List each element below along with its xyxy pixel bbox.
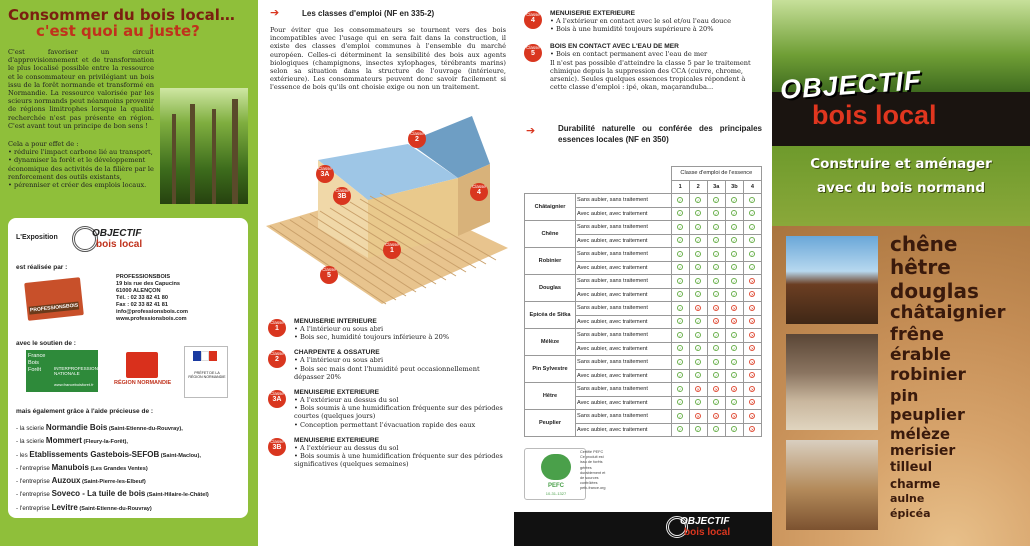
suitable-icon: ✓ — [714, 251, 718, 257]
treatment-label: Avec aubier, avec traitement — [576, 234, 672, 248]
treatment-label: Avec aubier, avec traitement — [576, 423, 672, 437]
logo-objectif: OBJECTIF — [92, 228, 142, 239]
forest-photo — [160, 88, 248, 204]
treatment-label: Avec aubier, avec traitement — [576, 342, 672, 356]
suitable-icon: ✓ — [732, 278, 737, 284]
table-row — [525, 194, 762, 208]
class-line: • Bois soumis à une humidification fréquente sur des périodes courtes (quelques jours) — [294, 404, 503, 421]
class-line: • Bois sec mais dont l'humidité peut occasionnellement dépasser 20% — [294, 364, 480, 381]
class-line: • Bois soumis à une humidification fréquente sur des périodes significatives (quelques semaines) — [294, 452, 503, 469]
essence-name: érable — [890, 345, 951, 365]
suitable-icon: ✓ — [714, 346, 718, 352]
suitable-icon: ✓ — [678, 386, 682, 392]
footer-band — [514, 512, 772, 546]
suitable-icon: ✓ — [678, 305, 682, 311]
footer-logo-objectif: OBJECTIF — [680, 516, 730, 527]
aide-item: - l'entreprise Manubois (Les Grandes Ventes) — [16, 462, 148, 472]
panel-classes-emploi — [258, 0, 514, 546]
unsuitable-icon: ✕ — [732, 413, 737, 419]
house-class-badge: Classe 1 — [383, 241, 401, 259]
essence-name: pin — [890, 385, 919, 405]
arrow-icon: ➔ — [270, 6, 280, 19]
suitable-icon: ✓ — [732, 238, 737, 244]
treatment-label: Sans aubier, sans traitement — [576, 383, 672, 397]
unsuitable-icon: ✕ — [750, 292, 755, 298]
aide-item: - les Etablissements Gastebois-SEFOB (Saint-Maclou), — [16, 449, 201, 459]
class-title: MENUISERIE EXTERIEURE — [294, 389, 380, 397]
table-header: Classe d'emploi de l'essence — [671, 167, 761, 181]
treatment-label: Sans aubier, sans traitement — [576, 194, 672, 208]
suitable-icon: ✓ — [750, 224, 755, 230]
class-title: MENUISERIE EXTERIEURE — [294, 436, 380, 444]
treatment-label: Sans aubier, sans traitement — [576, 221, 672, 235]
class-list — [524, 10, 764, 101]
suitable-icon: ✓ — [714, 427, 718, 433]
treatment-label: Sans aubier, sans traitement — [576, 248, 672, 262]
essence-name: tilleul — [890, 460, 933, 476]
class-badge: Classe 2 — [268, 350, 286, 368]
normandie-logo — [126, 352, 158, 378]
suitable-icon: ✓ — [714, 373, 718, 379]
unsuitable-icon: ✕ — [750, 278, 755, 284]
suitable-icon: ✓ — [714, 211, 718, 217]
suitable-icon: ✓ — [732, 224, 737, 230]
cover-subtitle-2: avec du bois normand — [816, 180, 986, 196]
class-title: BOIS EN CONTACT AVEC L'EAU DE MER — [550, 43, 679, 51]
house-class-badge: Classe 2 — [408, 130, 426, 148]
suitable-icon: ✓ — [678, 400, 682, 406]
suitable-icon: ✓ — [678, 292, 682, 298]
pefc-text — [580, 450, 610, 492]
species-name: Robinier — [525, 248, 576, 275]
unsuitable-icon: ✕ — [696, 413, 700, 419]
house-class-badge: Classe 4 — [470, 183, 488, 201]
sponsor-region: RÉGION NORMANDIE — [114, 380, 172, 386]
expo-label: L'Exposition — [16, 234, 58, 241]
species-name: Pin Sylvestre — [525, 356, 576, 383]
class-line: • Conception permettant l'évacuation rapide des eaux — [294, 420, 476, 429]
essence-name: chêne — [890, 232, 958, 256]
suitable-icon: ✓ — [696, 400, 700, 406]
treatment-label: Avec aubier, avec traitement — [576, 315, 672, 329]
species-name: Châtaignier — [525, 194, 576, 221]
cover-logo-objectif: OBJECTIF — [779, 65, 923, 105]
suitable-icon: ✓ — [678, 211, 682, 217]
aides-list — [16, 422, 209, 515]
unsuitable-icon: ✕ — [732, 319, 737, 325]
class-entry — [268, 389, 508, 429]
benefit-item: • réduire l'impact carbone lié au transport, — [8, 148, 153, 157]
suitable-icon: ✓ — [678, 238, 682, 244]
suitable-icon: ✓ — [732, 359, 737, 365]
species-name: Hêtre — [525, 383, 576, 410]
footer-logo-bois-local: bois local — [684, 527, 731, 538]
pefc-line: Ce produit est issu de forêts gérées durablement et de sources contrôlées — [580, 455, 606, 486]
column-header: 1 — [671, 180, 689, 194]
suitable-icon: ✓ — [696, 346, 700, 352]
class-badge: Classe 5 — [524, 44, 542, 62]
class-line: • A l'extérieur au dessus du sol — [294, 396, 399, 405]
suitable-icon: ✓ — [732, 265, 737, 271]
class-entry — [524, 43, 764, 91]
essence-name: épicéa — [890, 506, 931, 520]
prefet-logo: PRÉFET DE LA RÉGION NORMANDIE — [184, 346, 228, 398]
essence-name: douglas — [890, 278, 979, 303]
unsuitable-icon: ✕ — [750, 332, 755, 338]
class-badge: Classe 4 — [524, 11, 542, 29]
unsuitable-icon: ✕ — [714, 413, 718, 419]
aide-item: - l'entreprise Soveco - La tuile de bois (Saint-Hilaire-le-Châtel) — [16, 489, 209, 499]
soutien-label: avec le soutien de : — [16, 340, 76, 347]
photo-floor — [786, 440, 878, 530]
suitable-icon: ✓ — [696, 373, 700, 379]
logo-bois-local: bois local — [96, 239, 143, 250]
unsuitable-icon: ✕ — [732, 386, 737, 392]
suitable-icon: ✓ — [696, 265, 700, 271]
suitable-icon: ✓ — [696, 427, 700, 433]
unsuitable-icon: ✕ — [750, 359, 755, 365]
org-name: PROFESSIONSBOIS — [116, 274, 171, 280]
treatment-label: Avec aubier, avec traitement — [576, 396, 672, 410]
essence-name: aulne — [890, 492, 925, 506]
column-header: 3a — [707, 180, 725, 194]
suitable-icon: ✓ — [678, 373, 682, 379]
suitable-icon: ✓ — [750, 197, 755, 203]
unsuitable-icon: ✕ — [750, 305, 755, 311]
house-class-badge: Classe 5 — [320, 266, 338, 284]
treatment-label: Sans aubier, sans traitement — [576, 275, 672, 289]
treatment-label: Sans aubier, sans traitement — [576, 302, 672, 316]
suitable-icon: ✓ — [714, 197, 718, 203]
intro-text: C'est favoriser un circuit d'approvisionnement et de transformation le plus localisé possible entre la ressource et le consommateur en privilégiant un bois issu de la forêt normande et transformé en Normandie. La ressource valorisée par les scieurs normands peut néanmoins provenir de régions limitrophes lorsque la qualité recherchée n'est pas présente en région. C'est avant tout un principe de bon sens ! — [8, 48, 154, 130]
essence-name: mélèze — [890, 424, 951, 443]
table-row — [525, 221, 762, 235]
house-illustration — [258, 108, 514, 306]
pefc-line: pefc-france.org — [580, 486, 606, 491]
unsuitable-icon: ✕ — [750, 413, 755, 419]
suitable-icon: ✓ — [750, 251, 755, 257]
class-line: • A l'intérieur ou sous abri — [294, 325, 384, 333]
intro-text: Pour éviter que les consommateurs se tournent vers des bois incompatibles avec l'usage qui en sera fait dans la construction, il existe des classes d'emploi communes à l'ensemble du marché européen. Celles-ci déterminent la sensibilité des bois aux agents biologiques (champignons, insectes xylophages, térébrants marins) selon sa situation dans la structure de l'ouvrage (intérieure, extérieure). Les consommateurs peuvent donc savoir facilement si l'essence de bois qu'ils ont choisie exige ou non un traitement. — [270, 26, 506, 92]
org-line: Fax : 02 33 82 41 81 — [116, 302, 168, 308]
class-entry — [268, 318, 508, 341]
class-title: MENUISERIE INTERIEURE — [294, 318, 377, 325]
arrow-icon: ➔ — [526, 124, 536, 137]
treatment-label: Sans aubier, sans traitement — [576, 329, 672, 343]
panel-title: Consommer du bois local… — [8, 6, 235, 24]
cover-subtitle-1: Construire et aménager — [810, 156, 992, 172]
panel-local-wood — [0, 0, 258, 546]
aide-item: - la scierie Mommert (Fleury-la-Forêt), — [16, 436, 128, 446]
suitable-icon: ✓ — [732, 373, 737, 379]
class-line: • Bois sec, humidité toujours inférieure à 20% — [294, 333, 450, 342]
suitable-icon: ✓ — [678, 197, 682, 203]
species-name: Douglas — [525, 275, 576, 302]
suitable-icon: ✓ — [732, 346, 737, 352]
aide-label: mais également grâce à l'aide précieuse de : — [16, 408, 154, 415]
treatment-label: Avec aubier, avec traitement — [576, 369, 672, 383]
suitable-icon: ✓ — [750, 238, 755, 244]
table-row — [525, 410, 762, 424]
org-line: 19 bis rue des Capucins — [116, 281, 181, 287]
suitable-icon: ✓ — [696, 211, 700, 217]
unsuitable-icon: ✕ — [750, 346, 755, 352]
suitable-icon: ✓ — [732, 197, 737, 203]
table-row — [525, 329, 762, 343]
org-line: Tél. : 02 33 82 41 80 — [116, 295, 168, 301]
durability-table — [524, 166, 762, 437]
benefits-block — [8, 136, 158, 189]
class-list — [268, 318, 508, 476]
panel-durabilite — [514, 0, 772, 546]
class-line: • Bois en contact permanent avec l'eau de mer — [550, 50, 708, 59]
class-line: Il n'est pas possible d'atteindre la classe 5 par le traitement chimique depuis la suppression des CCA (cuivre, chrome, arsenic). Seules quelques essences tropicales répondent à cette classe d'emploi : ipé, okan, maçaranduba... — [550, 58, 751, 92]
benefit-item: • dynamiser la forêt et le développement économique des activités de la filière par le renforcement des outils existants, — [8, 156, 154, 181]
suitable-icon: ✓ — [696, 238, 700, 244]
unsuitable-icon: ✕ — [696, 305, 700, 311]
column-header: 2 — [689, 180, 707, 194]
class-entry — [524, 10, 764, 33]
suitable-icon: ✓ — [732, 211, 737, 217]
realise-label: est réalisée par : — [16, 264, 68, 271]
suitable-icon: ✓ — [750, 211, 755, 217]
suitable-icon: ✓ — [714, 292, 718, 298]
treatment-label: Avec aubier, avec traitement — [576, 207, 672, 221]
suitable-icon: ✓ — [696, 251, 700, 257]
suitable-icon: ✓ — [732, 427, 737, 433]
suitable-icon: ✓ — [714, 400, 718, 406]
org-line: info@professionsbois.com — [116, 309, 188, 315]
suitable-icon: ✓ — [714, 332, 718, 338]
species-name: Epicéa de Sitka — [525, 302, 576, 329]
unsuitable-icon: ✕ — [714, 319, 718, 325]
class-badge: Classe 3B — [268, 438, 286, 456]
class-badge: Classe 1 — [268, 319, 286, 337]
class-entry — [268, 349, 508, 381]
class-line: • A l'intérieur ou sous abri — [294, 356, 384, 365]
suitable-icon: ✓ — [696, 278, 700, 284]
section-title: Les classes d'emploi (NF en 335-2) — [302, 9, 435, 18]
pefc-line: Certifié PEFC — [580, 450, 604, 454]
class-line: • Bois à une humidité toujours supérieure à 20% — [550, 25, 714, 34]
class-line: • A l'extérieur au dessus du sol — [294, 443, 399, 452]
suitable-icon: ✓ — [714, 359, 718, 365]
unsuitable-icon: ✕ — [750, 319, 755, 325]
suitable-icon: ✓ — [678, 413, 682, 419]
suitable-icon: ✓ — [696, 197, 700, 203]
suitable-icon: ✓ — [732, 292, 737, 298]
species-name: Mélèze — [525, 329, 576, 356]
panel-cover — [772, 0, 1030, 546]
benefits-intro: Cela a pour effet de : — [8, 140, 79, 148]
org-line: www.professionsbois.com — [116, 316, 187, 322]
cover-logo-bois-local: bois local — [812, 100, 937, 130]
treatment-label: Avec aubier, avec traitement — [576, 261, 672, 275]
suitable-icon: ✓ — [732, 400, 737, 406]
species-name: Chêne — [525, 221, 576, 248]
suitable-icon: ✓ — [678, 427, 682, 433]
class-badge: Classe 3A — [268, 390, 286, 408]
unsuitable-icon: ✕ — [732, 305, 737, 311]
unsuitable-icon: ✕ — [696, 386, 700, 392]
photo-kitchen — [786, 334, 878, 430]
suitable-icon: ✓ — [714, 278, 718, 284]
pefc-logo: PEFC 10-31-1327 — [524, 448, 586, 500]
table-row — [525, 356, 762, 370]
suitable-icon: ✓ — [678, 278, 682, 284]
suitable-icon: ✓ — [678, 319, 682, 325]
column-header: 4 — [743, 180, 761, 194]
suitable-icon: ✓ — [732, 251, 737, 257]
durability-title: Durabilité naturelle ou conférée des principales essences locales (NF en 350) — [558, 124, 762, 144]
suitable-icon: ✓ — [696, 319, 700, 325]
treatment-label: Sans aubier, sans traitement — [576, 410, 672, 424]
suitable-icon: ✓ — [678, 359, 682, 365]
suitable-icon: ✓ — [696, 224, 700, 230]
table-row — [525, 248, 762, 262]
treatment-label: Sans aubier, sans traitement — [576, 356, 672, 370]
table-row — [525, 275, 762, 289]
species-name: Peuplier — [525, 410, 576, 437]
essence-name: charme — [890, 476, 941, 491]
unsuitable-icon: ✕ — [750, 427, 755, 433]
table-row — [525, 383, 762, 397]
suitable-icon: ✓ — [714, 238, 718, 244]
suitable-icon: ✓ — [678, 265, 682, 271]
suitable-icon: ✓ — [714, 265, 718, 271]
essence-name: hêtre — [890, 255, 951, 280]
class-line: • A l'extérieur en contact avec le sol et/ou l'eau douce — [550, 17, 731, 25]
house-class-badge: Classe 3A — [316, 165, 334, 183]
org-block — [116, 274, 188, 323]
suitable-icon: ✓ — [678, 332, 682, 338]
essence-name: châtaignier — [890, 302, 1006, 324]
fbf-logo: France Bois Forêt INTERPROFESSION NATIONALE www.franceboisforet.fr — [26, 350, 98, 392]
unsuitable-icon: ✕ — [750, 373, 755, 379]
unsuitable-icon: ✕ — [750, 386, 755, 392]
credits-box — [8, 218, 248, 518]
aide-item: - l'entreprise Levitre (Saint-Etienne-du-Rouvray) — [16, 502, 152, 512]
aide-item: - la scierie Normandie Bois (Saint-Etienne-du-Rouvray), — [16, 423, 183, 432]
suitable-icon: ✓ — [750, 265, 755, 271]
treatment-label: Avec aubier, avec traitement — [576, 288, 672, 302]
suitable-icon: ✓ — [696, 332, 700, 338]
house-class-badge: Classe 3B — [333, 187, 351, 205]
suitable-icon: ✓ — [678, 346, 682, 352]
class-title: MENUISERIE EXTERIEURE — [550, 10, 636, 17]
benefit-item: • pérenniser et créer des emplois locaux. — [8, 181, 147, 190]
class-entry — [268, 437, 508, 469]
essence-name: robinier — [890, 365, 966, 386]
table-row — [525, 302, 762, 316]
panel-subtitle: c'est quoi au juste? — [36, 22, 200, 40]
essence-name: frêne — [890, 323, 944, 345]
suitable-icon: ✓ — [678, 224, 682, 230]
professionsbois-logo: PROFESSIONSBOIS — [24, 277, 84, 321]
suitable-icon: ✓ — [696, 359, 700, 365]
essence-name: merisier — [890, 443, 956, 459]
aide-item: - l'entreprise Auzoux (Saint-Pierre-les-Elbeuf) — [16, 476, 146, 486]
org-line: 61000 ALENÇON — [116, 288, 161, 294]
column-header: 3b — [725, 180, 743, 194]
suitable-icon: ✓ — [696, 292, 700, 298]
class-title: CHARPENTE & OSSATURE — [294, 349, 380, 357]
unsuitable-icon: ✕ — [714, 386, 718, 392]
essence-name: peuplier — [890, 405, 965, 425]
unsuitable-icon: ✕ — [714, 305, 718, 311]
suitable-icon: ✓ — [678, 251, 682, 257]
photo-house — [786, 236, 878, 324]
suitable-icon: ✓ — [732, 332, 737, 338]
unsuitable-icon: ✕ — [750, 400, 755, 406]
suitable-icon: ✓ — [714, 224, 718, 230]
